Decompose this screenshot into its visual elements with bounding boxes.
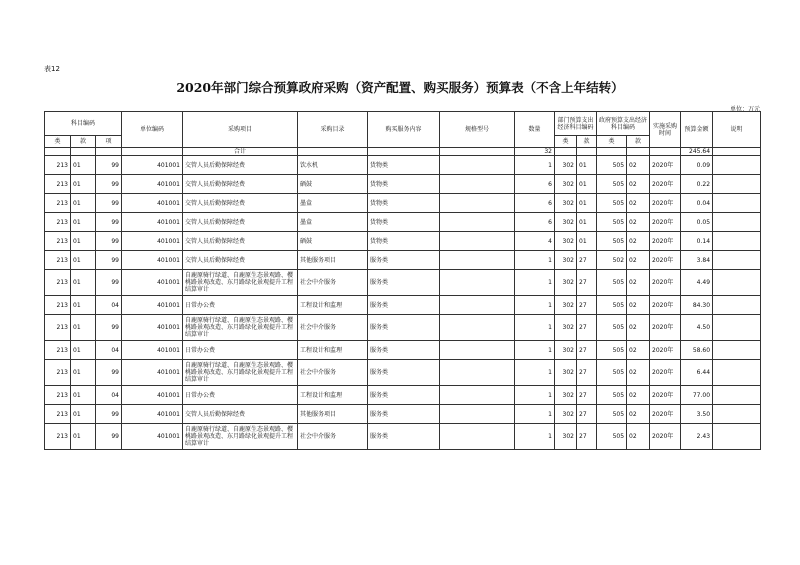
cell-gov-econ-kuan: 02 xyxy=(627,213,650,232)
cell-item-name: 交管人员后勤保障经费 xyxy=(183,251,298,270)
cell-subject-kuan: 01 xyxy=(71,213,96,232)
cell-item-name: 自鹿原骑行绿道、自鹿原生态景观路、樱桃路景观改造、东月路绿化景观提升工程结算审计 xyxy=(183,360,298,386)
cell-purchase-time: 2020年 xyxy=(650,424,681,450)
cell-dept-econ-lei: 302 xyxy=(555,360,577,386)
cell-unit-code: 401001 xyxy=(122,232,183,251)
cell-item-name: 交管人员后勤保障经费 xyxy=(183,194,298,213)
cell-gov-econ-kuan: 02 xyxy=(627,424,650,450)
cell-gov-econ-kuan: 02 xyxy=(627,175,650,194)
header-lei: 类 xyxy=(45,136,71,148)
cell-subject-xiang: 99 xyxy=(96,232,122,251)
cell-dept-econ-kuan: 27 xyxy=(577,251,597,270)
cell-dept-econ-kuan: 27 xyxy=(577,405,597,424)
cell-subject-xiang: 04 xyxy=(96,341,122,360)
cell-gov-econ-lei: 505 xyxy=(597,296,627,315)
cell-note xyxy=(713,213,761,232)
cell-dept-econ-kuan: 01 xyxy=(577,232,597,251)
header-xiang: 项 xyxy=(96,136,122,148)
cell-gov-econ-lei: 505 xyxy=(597,194,627,213)
cell-subject-lei: 213 xyxy=(45,386,71,405)
cell-catalog: 硒鼓 xyxy=(298,175,368,194)
header-qty: 数量 xyxy=(515,112,555,148)
cell-subject-lei: 213 xyxy=(45,251,71,270)
cell-quantity: 1 xyxy=(515,341,555,360)
cell-amount: 77.00 xyxy=(681,386,713,405)
cell-gov-econ-lei: 502 xyxy=(597,251,627,270)
cell-dept-econ-lei: 302 xyxy=(555,251,577,270)
header-gov-lei: 类 xyxy=(597,136,627,148)
cell-quantity: 1 xyxy=(515,156,555,175)
cell-purchase-time: 2020年 xyxy=(650,270,681,296)
cell-subject-lei: 213 xyxy=(45,296,71,315)
cell-dept-econ-lei: 302 xyxy=(555,315,577,341)
cell-quantity: 4 xyxy=(515,232,555,251)
cell-dept-econ-lei: 302 xyxy=(555,341,577,360)
cell-gov-econ-kuan: 02 xyxy=(627,194,650,213)
cell-catalog: 墨盒 xyxy=(298,213,368,232)
cell-dept-econ-lei: 302 xyxy=(555,156,577,175)
cell-subject-kuan: 01 xyxy=(71,194,96,213)
cell-amount: 58.60 xyxy=(681,341,713,360)
procurement-budget-table xyxy=(44,111,761,450)
cell-purchase-time: 2020年 xyxy=(650,296,681,315)
cell-item-name: 日常办公费 xyxy=(183,341,298,360)
cell-subject-lei: 213 xyxy=(45,315,71,341)
cell-subject-xiang: 99 xyxy=(96,360,122,386)
cell-quantity: 6 xyxy=(515,213,555,232)
cell-catalog: 社会中介服务 xyxy=(298,270,368,296)
header-time: 实施采购时间 xyxy=(650,112,681,148)
cell-purchase-time: 2020年 xyxy=(650,315,681,341)
cell-dept-econ-kuan: 27 xyxy=(577,386,597,405)
total-amount: 245.64 xyxy=(681,148,713,156)
cell-dept-econ-kuan: 27 xyxy=(577,296,597,315)
unit-label: 单位：万元 xyxy=(729,106,760,113)
cell-amount: 0.14 xyxy=(681,232,713,251)
cell-service-type: 服务类 xyxy=(368,360,440,386)
table-row xyxy=(45,341,761,360)
cell-spec xyxy=(440,360,515,386)
cell-spec xyxy=(440,213,515,232)
cell-gov-econ-kuan: 02 xyxy=(627,360,650,386)
cell-unit-code: 401001 xyxy=(122,270,183,296)
cell-unit-code: 401001 xyxy=(122,341,183,360)
cell-unit-code: 401001 xyxy=(122,360,183,386)
cell-unit-code: 401001 xyxy=(122,424,183,450)
cell-note xyxy=(713,360,761,386)
table-row xyxy=(45,156,761,175)
cell-spec xyxy=(440,194,515,213)
cell-gov-econ-kuan: 02 xyxy=(627,296,650,315)
cell-service-type: 服务类 xyxy=(368,424,440,450)
table-row xyxy=(45,194,761,213)
header-note: 说明 xyxy=(713,112,761,148)
cell-subject-xiang: 99 xyxy=(96,175,122,194)
cell-amount: 6.44 xyxy=(681,360,713,386)
cell-service-type: 服务类 xyxy=(368,315,440,341)
cell-spec xyxy=(440,270,515,296)
cell-service-type: 服务类 xyxy=(368,270,440,296)
cell-catalog: 工程设计和监理 xyxy=(298,296,368,315)
cell-note xyxy=(713,156,761,175)
cell-subject-kuan: 01 xyxy=(71,251,96,270)
cell-dept-econ-kuan: 27 xyxy=(577,315,597,341)
cell-gov-econ-lei: 505 xyxy=(597,341,627,360)
cell-subject-kuan: 01 xyxy=(71,341,96,360)
cell-subject-kuan: 01 xyxy=(71,315,96,341)
table-row xyxy=(45,386,761,405)
cell-subject-lei: 213 xyxy=(45,360,71,386)
header-service: 购买服务内容 xyxy=(368,112,440,148)
cell-subject-lei: 213 xyxy=(45,194,71,213)
cell-gov-econ-kuan: 02 xyxy=(627,386,650,405)
cell-gov-econ-lei: 505 xyxy=(597,424,627,450)
cell-subject-xiang: 99 xyxy=(96,251,122,270)
cell-dept-econ-lei: 302 xyxy=(555,194,577,213)
cell-quantity: 1 xyxy=(515,270,555,296)
header-dept-econ: 部门预算支出经济科目编码 xyxy=(555,112,597,136)
cell-amount: 2.43 xyxy=(681,424,713,450)
cell-dept-econ-lei: 302 xyxy=(555,405,577,424)
cell-subject-kuan: 01 xyxy=(71,424,96,450)
cell-note xyxy=(713,232,761,251)
cell-gov-econ-kuan: 02 xyxy=(627,270,650,296)
header-dept-kuan: 款 xyxy=(577,136,597,148)
cell-gov-econ-lei: 505 xyxy=(597,386,627,405)
cell-service-type: 服务类 xyxy=(368,405,440,424)
cell-service-type: 服务类 xyxy=(368,341,440,360)
cell-subject-lei: 213 xyxy=(45,175,71,194)
cell-spec xyxy=(440,232,515,251)
cell-gov-econ-kuan: 02 xyxy=(627,156,650,175)
cell-subject-lei: 213 xyxy=(45,156,71,175)
cell-dept-econ-kuan: 01 xyxy=(577,156,597,175)
cell-purchase-time: 2020年 xyxy=(650,194,681,213)
cell-service-type: 服务类 xyxy=(368,386,440,405)
cell-dept-econ-lei: 302 xyxy=(555,270,577,296)
cell-note xyxy=(713,341,761,360)
cell-dept-econ-kuan: 27 xyxy=(577,341,597,360)
cell-service-type: 货物类 xyxy=(368,213,440,232)
cell-amount: 0.22 xyxy=(681,175,713,194)
cell-quantity: 6 xyxy=(515,175,555,194)
cell-gov-econ-kuan: 02 xyxy=(627,251,650,270)
total-label: 合计 xyxy=(183,148,298,156)
cell-item-name: 自鹿原骑行绿道、自鹿原生态景观路、樱桃路景观改造、东月路绿化景观提升工程结算审计 xyxy=(183,270,298,296)
cell-note xyxy=(713,194,761,213)
cell-dept-econ-kuan: 27 xyxy=(577,270,597,296)
cell-item-name: 自鹿原骑行绿道、自鹿原生态景观路、樱桃路景观改造、东月路绿化景观提升工程结算审计 xyxy=(183,424,298,450)
total-qty: 32 xyxy=(515,148,555,156)
cell-gov-econ-lei: 505 xyxy=(597,315,627,341)
cell-catalog: 其他服务项目 xyxy=(298,251,368,270)
cell-dept-econ-kuan: 01 xyxy=(577,194,597,213)
cell-subject-kuan: 01 xyxy=(71,270,96,296)
cell-gov-econ-kuan: 02 xyxy=(627,405,650,424)
cell-catalog: 工程设计和监理 xyxy=(298,341,368,360)
cell-quantity: 6 xyxy=(515,194,555,213)
cell-note xyxy=(713,424,761,450)
cell-dept-econ-kuan: 01 xyxy=(577,175,597,194)
cell-service-type: 服务类 xyxy=(368,296,440,315)
cell-purchase-time: 2020年 xyxy=(650,213,681,232)
cell-gov-econ-lei: 505 xyxy=(597,156,627,175)
cell-spec xyxy=(440,156,515,175)
table-body xyxy=(45,148,761,450)
cell-purchase-time: 2020年 xyxy=(650,175,681,194)
header-gov-kuan: 款 xyxy=(627,136,650,148)
cell-purchase-time: 2020年 xyxy=(650,405,681,424)
cell-quantity: 1 xyxy=(515,315,555,341)
cell-amount: 4.50 xyxy=(681,315,713,341)
cell-unit-code: 401001 xyxy=(122,296,183,315)
cell-amount: 0.09 xyxy=(681,156,713,175)
table-row xyxy=(45,175,761,194)
cell-service-type: 货物类 xyxy=(368,194,440,213)
cell-note xyxy=(713,386,761,405)
cell-subject-lei: 213 xyxy=(45,270,71,296)
cell-catalog: 工程设计和监理 xyxy=(298,386,368,405)
table-row xyxy=(45,405,761,424)
cell-subject-kuan: 01 xyxy=(71,296,96,315)
cell-note xyxy=(713,270,761,296)
cell-dept-econ-lei: 302 xyxy=(555,424,577,450)
cell-spec xyxy=(440,341,515,360)
cell-amount: 3.84 xyxy=(681,251,713,270)
cell-purchase-time: 2020年 xyxy=(650,156,681,175)
cell-item-name: 交管人员后勤保障经费 xyxy=(183,232,298,251)
cell-item-name: 交管人员后勤保障经费 xyxy=(183,405,298,424)
cell-subject-xiang: 99 xyxy=(96,405,122,424)
cell-spec xyxy=(440,175,515,194)
cell-unit-code: 401001 xyxy=(122,156,183,175)
cell-spec xyxy=(440,405,515,424)
cell-gov-econ-lei: 505 xyxy=(597,213,627,232)
cell-quantity: 1 xyxy=(515,360,555,386)
cell-subject-kuan: 01 xyxy=(71,360,96,386)
cell-spec xyxy=(440,315,515,341)
cell-spec xyxy=(440,386,515,405)
table-row xyxy=(45,360,761,386)
cell-amount: 0.04 xyxy=(681,194,713,213)
cell-unit-code: 401001 xyxy=(122,315,183,341)
cell-unit-code: 401001 xyxy=(122,251,183,270)
cell-subject-lei: 213 xyxy=(45,424,71,450)
cell-service-type: 货物类 xyxy=(368,232,440,251)
cell-subject-kuan: 01 xyxy=(71,386,96,405)
cell-amount: 4.49 xyxy=(681,270,713,296)
cell-gov-econ-lei: 505 xyxy=(597,405,627,424)
cell-gov-econ-lei: 505 xyxy=(597,360,627,386)
cell-unit-code: 401001 xyxy=(122,386,183,405)
cell-subject-xiang: 99 xyxy=(96,156,122,175)
cell-amount: 84.30 xyxy=(681,296,713,315)
cell-subject-xiang: 99 xyxy=(96,424,122,450)
table-row xyxy=(45,315,761,341)
cell-subject-xiang: 99 xyxy=(96,270,122,296)
cell-item-name: 自鹿原骑行绿道、自鹿原生态景观路、樱桃路景观改造、东月路绿化景观提升工程结算审计 xyxy=(183,315,298,341)
cell-subject-kuan: 01 xyxy=(71,156,96,175)
cell-subject-kuan: 01 xyxy=(71,232,96,251)
cell-purchase-time: 2020年 xyxy=(650,360,681,386)
cell-purchase-time: 2020年 xyxy=(650,232,681,251)
cell-subject-xiang: 99 xyxy=(96,315,122,341)
cell-subject-lei: 213 xyxy=(45,232,71,251)
cell-subject-xiang: 99 xyxy=(96,194,122,213)
cell-unit-code: 401001 xyxy=(122,194,183,213)
cell-unit-code: 401001 xyxy=(122,175,183,194)
cell-catalog: 社会中介服务 xyxy=(298,315,368,341)
cell-subject-lei: 213 xyxy=(45,405,71,424)
cell-dept-econ-kuan: 01 xyxy=(577,213,597,232)
cell-note xyxy=(713,405,761,424)
cell-quantity: 1 xyxy=(515,405,555,424)
cell-dept-econ-lei: 302 xyxy=(555,232,577,251)
cell-unit-code: 401001 xyxy=(122,213,183,232)
cell-subject-kuan: 01 xyxy=(71,405,96,424)
cell-catalog: 其他服务项目 xyxy=(298,405,368,424)
header-dept-lei: 类 xyxy=(555,136,577,148)
table-row xyxy=(45,296,761,315)
cell-subject-xiang: 04 xyxy=(96,386,122,405)
total-row xyxy=(45,148,761,156)
cell-gov-econ-lei: 505 xyxy=(597,270,627,296)
table-number-label: 表12 xyxy=(44,65,60,73)
header-catalog: 采购目录 xyxy=(298,112,368,148)
table-row xyxy=(45,251,761,270)
table-row xyxy=(45,213,761,232)
cell-note xyxy=(713,251,761,270)
header-spec: 规格型号 xyxy=(440,112,515,148)
cell-note xyxy=(713,315,761,341)
cell-subject-lei: 213 xyxy=(45,213,71,232)
cell-item-name: 日常办公费 xyxy=(183,296,298,315)
cell-catalog: 社会中介服务 xyxy=(298,360,368,386)
cell-item-name: 交管人员后勤保障经费 xyxy=(183,156,298,175)
cell-quantity: 1 xyxy=(515,251,555,270)
cell-catalog: 墨盒 xyxy=(298,194,368,213)
cell-subject-kuan: 01 xyxy=(71,175,96,194)
cell-spec xyxy=(440,424,515,450)
header-gov-econ: 政府预算支出经济科目编码 xyxy=(597,112,650,136)
cell-dept-econ-lei: 302 xyxy=(555,175,577,194)
cell-dept-econ-kuan: 27 xyxy=(577,424,597,450)
cell-service-type: 货物类 xyxy=(368,156,440,175)
header-kuan: 款 xyxy=(71,136,96,148)
cell-subject-xiang: 99 xyxy=(96,213,122,232)
cell-gov-econ-kuan: 02 xyxy=(627,315,650,341)
cell-catalog: 饮水机 xyxy=(298,156,368,175)
cell-spec xyxy=(440,251,515,270)
cell-item-name: 交管人员后勤保障经费 xyxy=(183,175,298,194)
cell-purchase-time: 2020年 xyxy=(650,251,681,270)
cell-unit-code: 401001 xyxy=(122,405,183,424)
cell-gov-econ-lei: 505 xyxy=(597,175,627,194)
cell-dept-econ-lei: 302 xyxy=(555,386,577,405)
header-unit-code: 单位编码 xyxy=(122,112,183,148)
cell-note xyxy=(713,175,761,194)
header-subject-code: 科目编码 xyxy=(45,112,122,136)
cell-amount: 0.05 xyxy=(681,213,713,232)
header-item: 采购项目 xyxy=(183,112,298,148)
cell-quantity: 1 xyxy=(515,424,555,450)
cell-note xyxy=(713,296,761,315)
cell-item-name: 交管人员后勤保障经费 xyxy=(183,213,298,232)
cell-purchase-time: 2020年 xyxy=(650,386,681,405)
cell-gov-econ-lei: 505 xyxy=(597,232,627,251)
cell-purchase-time: 2020年 xyxy=(650,341,681,360)
page-title: 2020年部门综合预算政府采购（资产配置、购买服务）预算表（不含上年结转） xyxy=(176,80,624,95)
cell-catalog: 社会中介服务 xyxy=(298,424,368,450)
table-row xyxy=(45,424,761,450)
cell-dept-econ-lei: 302 xyxy=(555,213,577,232)
cell-catalog: 硒鼓 xyxy=(298,232,368,251)
table-row xyxy=(45,232,761,251)
cell-dept-econ-kuan: 27 xyxy=(577,360,597,386)
cell-gov-econ-kuan: 02 xyxy=(627,341,650,360)
cell-service-type: 货物类 xyxy=(368,175,440,194)
cell-item-name: 日常办公费 xyxy=(183,386,298,405)
cell-subject-lei: 213 xyxy=(45,341,71,360)
cell-subject-xiang: 04 xyxy=(96,296,122,315)
cell-quantity: 1 xyxy=(515,386,555,405)
table-row xyxy=(45,270,761,296)
cell-gov-econ-kuan: 02 xyxy=(627,232,650,251)
cell-amount: 3.50 xyxy=(681,405,713,424)
cell-dept-econ-lei: 302 xyxy=(555,296,577,315)
cell-quantity: 1 xyxy=(515,296,555,315)
header-amount: 预算金额 xyxy=(681,112,713,148)
cell-service-type: 服务类 xyxy=(368,251,440,270)
cell-spec xyxy=(440,296,515,315)
